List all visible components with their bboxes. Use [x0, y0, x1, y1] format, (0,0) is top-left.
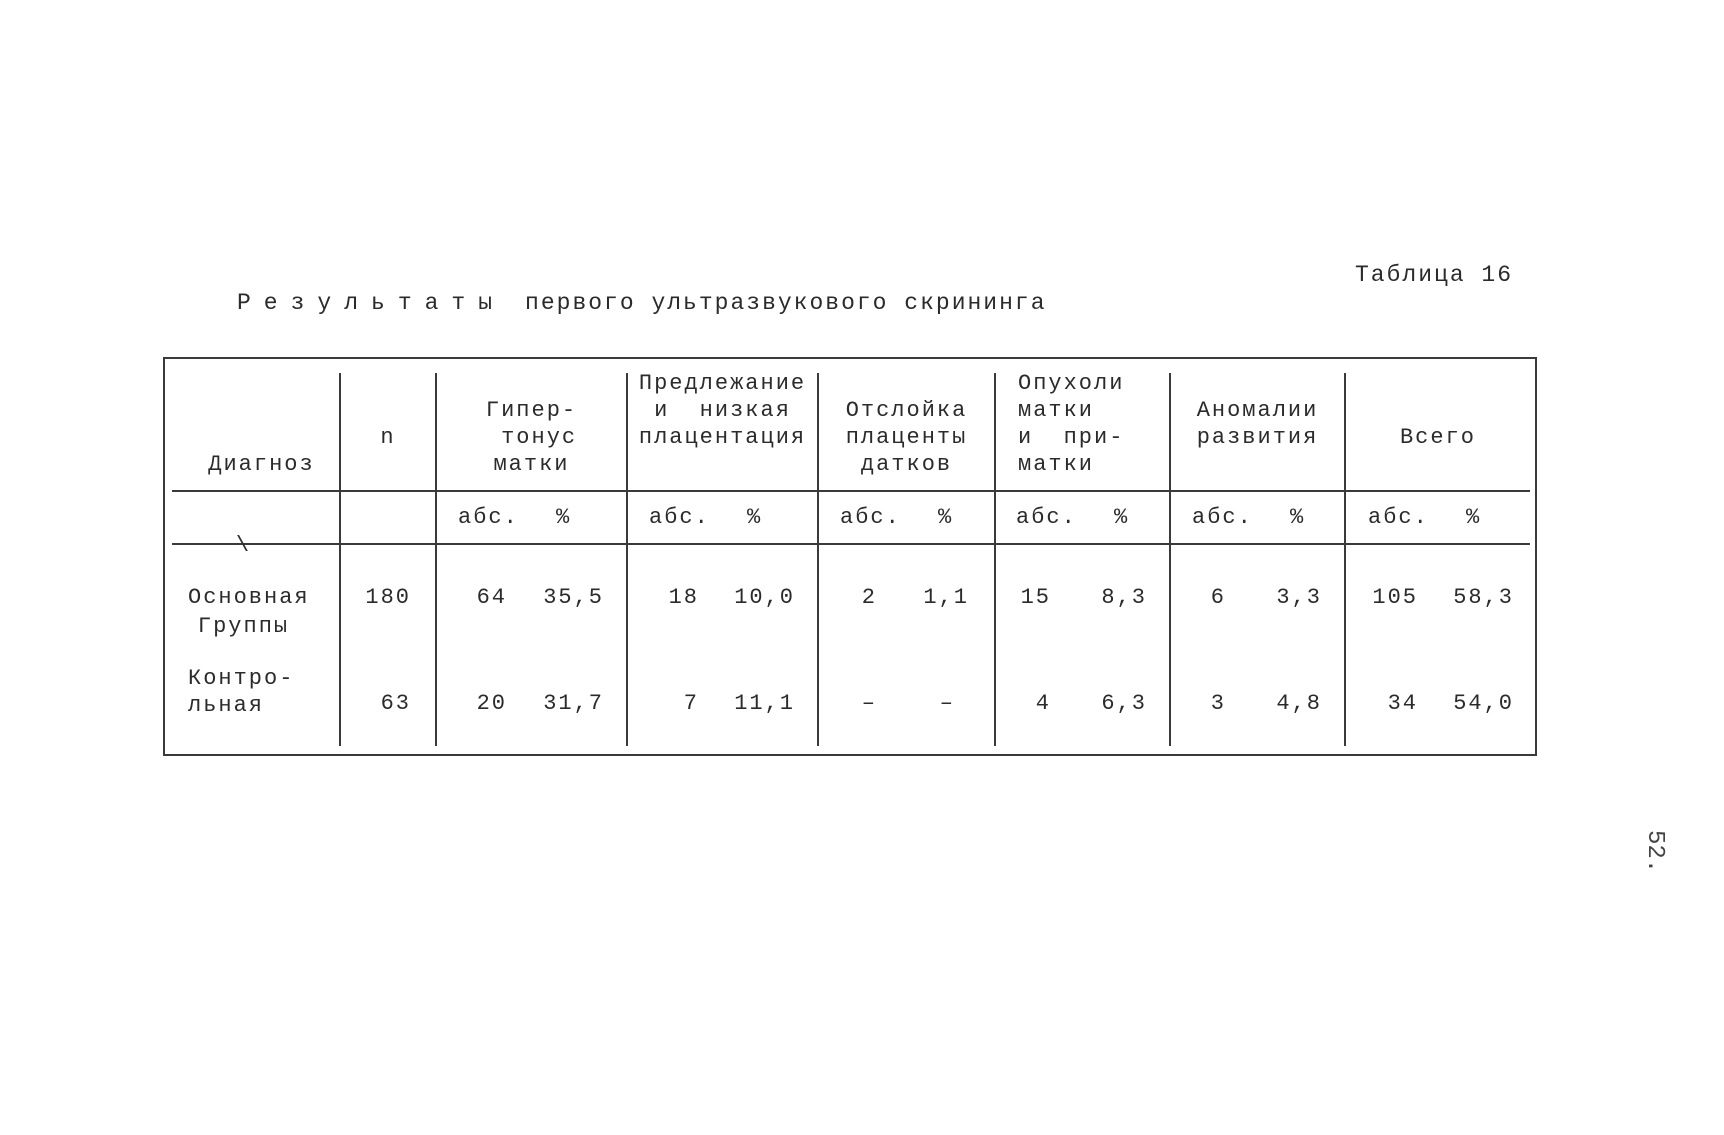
hyper-pct: 35,5 [543, 585, 604, 610]
total-pct: 54,0 [1453, 691, 1514, 716]
header-total: Всего [1399, 425, 1476, 450]
table-title-spaced: Результаты [237, 290, 506, 316]
header-abruption: Отслойка плаценты датков [845, 398, 968, 477]
subheader-pct: % [1290, 505, 1306, 530]
header-diagnosis [172, 397, 339, 667]
header-anomalies: Аномалии развития [1196, 398, 1319, 450]
header-hypertonus: Гипер- тонус матки [485, 398, 578, 477]
abruption-pct: – [939, 691, 955, 716]
tumors-abs: 15 [1020, 585, 1051, 610]
subheader-abs: абс. [458, 505, 519, 530]
header-diagnosis-line2: \ [235, 533, 252, 558]
row-n: 63 [380, 691, 411, 716]
subheader-pct: % [747, 505, 763, 530]
anomalies-pct: 4,8 [1276, 691, 1322, 716]
header-diagnosis-line3: Группы [197, 614, 290, 639]
table-number-label: Таблица 16 [1355, 262, 1514, 288]
anomalies-abs: 3 [1210, 691, 1226, 716]
subheader-abs: абс. [840, 505, 901, 530]
subheader-pct: % [1466, 505, 1482, 530]
row-group: Основная [188, 585, 310, 610]
previa-pct: 10,0 [734, 585, 795, 610]
row-n: 180 [365, 585, 411, 610]
subheader-pct: % [938, 505, 954, 530]
tumors-abs: 4 [1035, 691, 1051, 716]
subheader-abs: абс. [1016, 505, 1077, 530]
total-pct: 58,3 [1453, 585, 1514, 610]
abruption-pct: 1,1 [923, 585, 969, 610]
subheader-pct: % [1114, 505, 1130, 530]
tumors-pct: 6,3 [1101, 691, 1147, 716]
header-diagnosis-line1: Диагноз [208, 452, 315, 477]
anomalies-abs: 6 [1210, 585, 1226, 610]
previa-pct: 11,1 [734, 691, 795, 716]
anomalies-pct: 3,3 [1276, 585, 1322, 610]
table-title-rest: первого ультразвукового скрининга [525, 290, 1047, 316]
header-previa: Предлежание и низкая плацентация [638, 371, 807, 450]
abruption-abs: 2 [861, 585, 877, 610]
header-rule [172, 490, 1530, 492]
subheader-abs: абс. [649, 505, 710, 530]
previa-abs: 7 [683, 691, 699, 716]
page-number: 52. [1641, 830, 1668, 874]
subheader-abs: абс. [1368, 505, 1429, 530]
previa-abs: 18 [668, 585, 699, 610]
row-group: Контро- льная [188, 666, 295, 718]
hyper-abs: 64 [476, 585, 507, 610]
tumors-pct: 8,3 [1101, 585, 1147, 610]
subheader-pct: % [556, 505, 572, 530]
total-abs: 105 [1372, 585, 1418, 610]
table-title [237, 290, 1047, 316]
header-n: n [380, 425, 396, 450]
hyper-pct: 31,7 [543, 691, 604, 716]
hyper-abs: 20 [476, 691, 507, 716]
total-abs: 34 [1387, 691, 1418, 716]
subheader-rule [172, 543, 1530, 545]
subheader-abs: абс. [1192, 505, 1253, 530]
abruption-abs: – [861, 691, 877, 716]
header-tumors: Опухоли матки и при- матки [1018, 371, 1125, 477]
